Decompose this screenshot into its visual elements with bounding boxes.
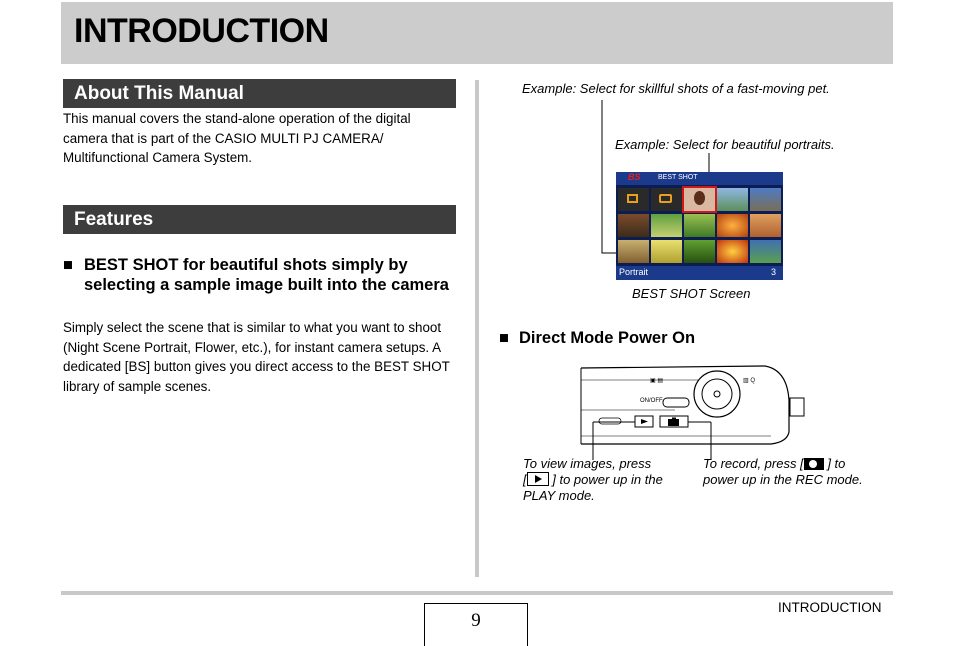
selected-scene-label: Portrait bbox=[619, 267, 649, 277]
scene-tile-scenery bbox=[717, 188, 748, 211]
about-heading: About This Manual bbox=[63, 79, 456, 108]
page-number: 9 bbox=[424, 603, 528, 646]
record-caption: To record, press [ ] to power up in the REC mode. bbox=[703, 456, 863, 487]
view-images-caption: To view images, press [ ] to power up in the PLAY mode. bbox=[523, 456, 663, 503]
title-bar bbox=[61, 2, 893, 64]
scene-tile-flower bbox=[651, 240, 682, 263]
scene-tile-people bbox=[618, 214, 649, 237]
example-portrait-caption: Example: Select for beautiful portraits. bbox=[615, 137, 835, 152]
best-shot-text: Simply select the scene that is similar to what you want to shoot (Night Scene Portrait, Flower, etc.), for instant camera setups. A dedicated [BS] button gives you direct access to the BEST SHOT library of sample scenes. bbox=[63, 320, 450, 394]
scene-count: 3 bbox=[771, 267, 777, 277]
camera-illustration bbox=[575, 360, 810, 460]
about-text: This manual covers the stand-alone operation of the digital camera that is part of the CASIO MULTI PJ CAMERA/ Multifunctional Camera System. bbox=[63, 111, 411, 165]
scene-tile-waterfall bbox=[750, 240, 781, 263]
screen-caption: BEST SHOT Screen bbox=[632, 286, 751, 301]
scene-tile-children bbox=[651, 214, 682, 237]
screen-status-bar bbox=[616, 266, 783, 280]
camera-button-icon bbox=[804, 458, 824, 470]
scene-tile-movie bbox=[651, 188, 682, 211]
scene-tile-party bbox=[750, 214, 781, 237]
bullet-icon: ■ bbox=[63, 256, 73, 274]
scene-tile-mountain bbox=[750, 188, 781, 211]
example-pet-caption: Example: Select for skillful shots of a fast-moving pet. bbox=[522, 81, 830, 96]
direct-mode-heading: Direct Mode Power On bbox=[519, 329, 696, 347]
column-divider bbox=[475, 80, 479, 577]
scene-tile-icon bbox=[618, 188, 649, 211]
svg-text:▥ Q: ▥ Q bbox=[743, 378, 756, 384]
scene-tile-leaves bbox=[684, 240, 715, 263]
best-shot-screen bbox=[616, 172, 783, 280]
svg-text:▣ ▤: ▣ ▤ bbox=[650, 378, 664, 384]
scene-tile-portrait bbox=[684, 188, 715, 211]
footer-section-label: INTRODUCTION bbox=[778, 600, 882, 615]
bs-logo: BS bbox=[628, 172, 641, 182]
footer-divider bbox=[61, 591, 893, 595]
scene-tile-sunset bbox=[717, 240, 748, 263]
features-heading: Features bbox=[63, 205, 456, 234]
scene-tile-pet bbox=[618, 240, 649, 263]
screen-title: BEST SHOT bbox=[658, 174, 698, 181]
onoff-label: ON/OFF bbox=[640, 398, 663, 404]
scene-tile-sports bbox=[684, 214, 715, 237]
screen-header bbox=[616, 172, 783, 185]
scene-tile-candlelight bbox=[717, 214, 748, 237]
page-title: INTRODUCTION bbox=[74, 12, 329, 50]
best-shot-heading: BEST SHOT for beautiful shots simply by selecting a sample image built into the camera bbox=[84, 256, 449, 294]
bullet-icon: ■ bbox=[499, 329, 509, 347]
play-button-icon bbox=[527, 472, 549, 486]
